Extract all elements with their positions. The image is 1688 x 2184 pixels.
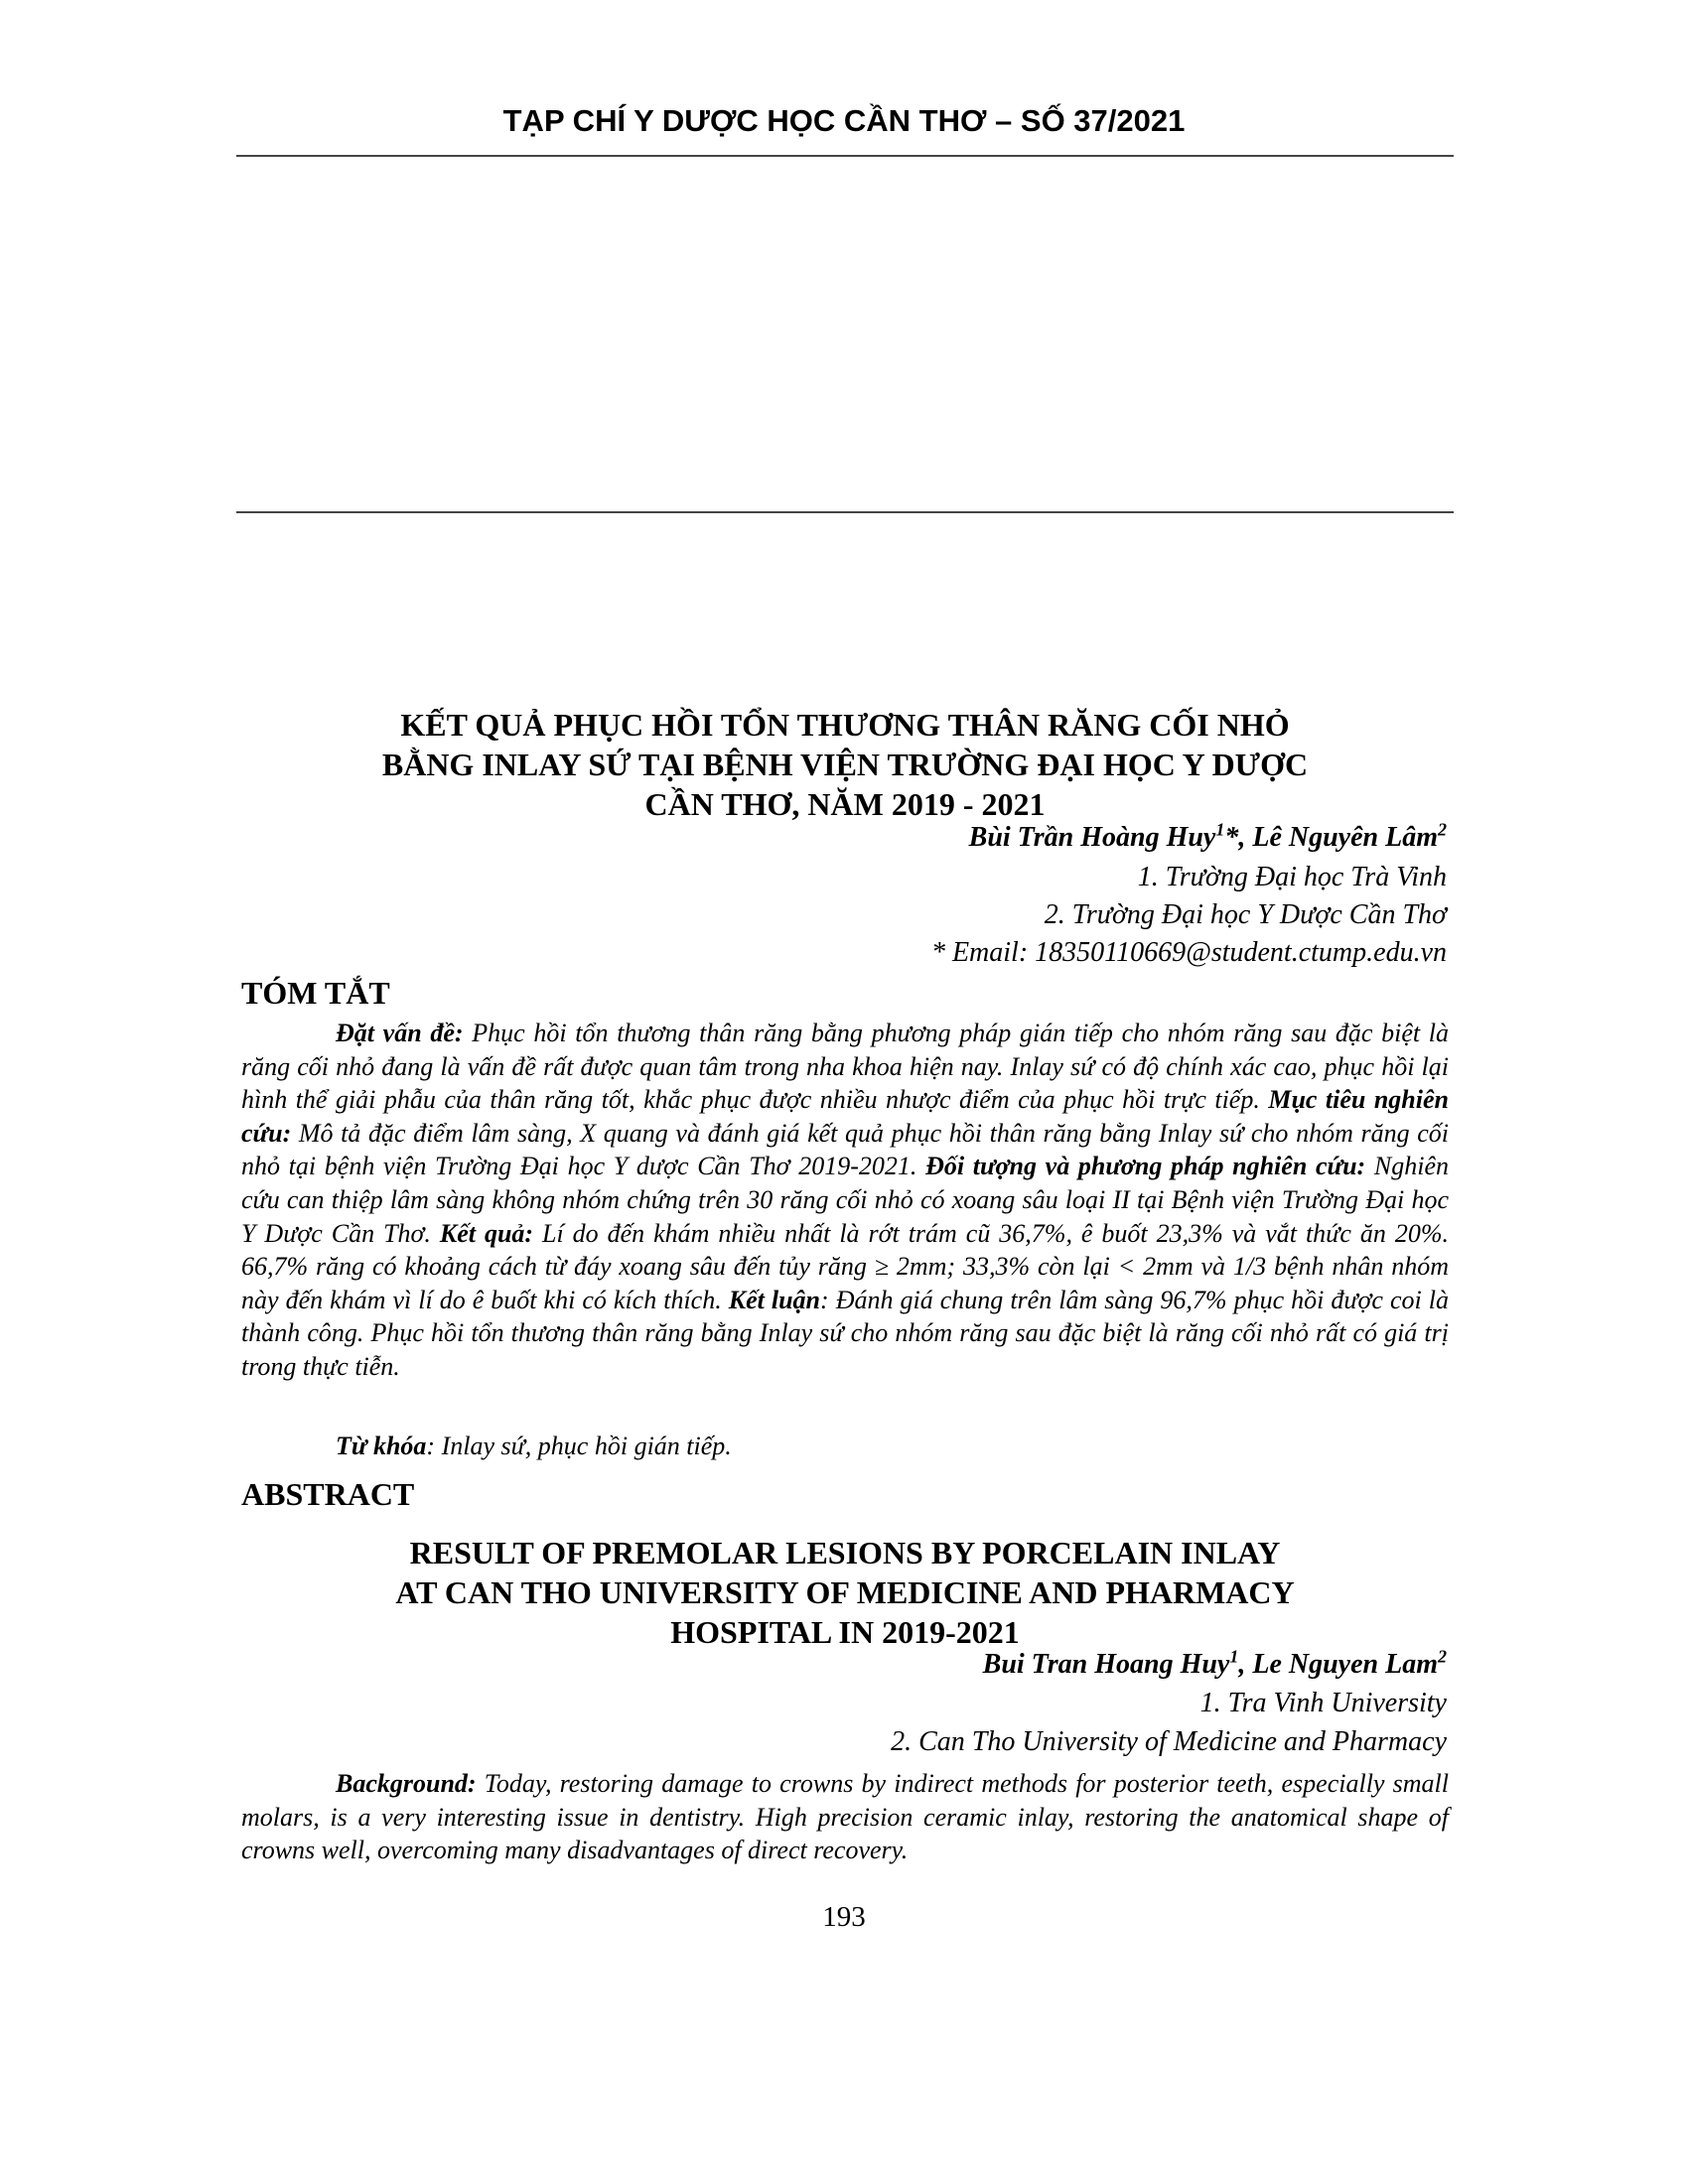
author-separator: *, [1224,822,1253,853]
english-title [236,1533,1454,1652]
keywords [241,1430,1449,1463]
vietnamese-abstract-body [241,1017,1449,1384]
abstract-label: Kết luận [728,1285,821,1314]
section-divider [236,511,1454,513]
author-affiliation-mark: 2 [1438,1646,1447,1667]
affiliation-line: 1. Tra Vinh University [1199,1688,1447,1718]
author-name: Bui Tran Hoang Huy [982,1649,1230,1680]
abstract-text: Phục hồi tổn thương thân răng bằng phương pháp gián tiếp cho nhóm răng sau đặc biệt là răng cối nhỏ đang là vấn đề rất được quan tâm trong nha khoa hiện nay. Inlay sứ có độ chính xác cao, phục hồi lại hình thể giải phẫu của thân răng tốt, khắc phục được nhiều nhược điểm của phục hồi trực tiếp. [241,1019,1450,1115]
abstract-text: Mô tả đặc điểm lâm sàng, X quang và đánh giá kết quả phục hồi thân răng bằng Inlay sứ cho nhóm răng cối nhỏ tại bệnh viện Trường Đại học Y dược Cần Thơ 2019-2021. [241,1118,1449,1181]
summary-heading: TÓM TẮT [241,975,390,1011]
page-number: 193 [822,1901,866,1933]
abstract-text: Today, restoring damage to crowns by indirect methods for posterior teeth, especially small molars, is a very interesting issue in dentistry. High precision ceramic inlay, restoring the anatomical shape of crowns well, overcoming many disadvantages of direct recovery. [241,1769,1449,1865]
journal-header: TẠP CHÍ Y DƯỢC HỌC CẦN THƠ – SỐ 37/2021 [502,103,1186,138]
title-line: RESULT OF PREMOLAR LESIONS BY PORCELAIN INLAY [409,1535,1281,1570]
english-abstract-body [241,1767,1449,1867]
corresponding-email: * Email: 18350110669@student.ctump.edu.vn [930,937,1447,968]
affiliation-line: 2. Trường Đại học Y Dược Cần Thơ [1044,899,1447,930]
header-divider [236,155,1454,157]
title-line: BẰNG INLAY SỨ TẠI BỆNH VIỆN TRƯỜNG ĐẠI HỌC Y DƯỢC [381,747,1309,782]
english-authors [983,1647,1447,1683]
abstract-text: Lí do đến khám nhiều nhất là rớt trám cũ 36,7%, ê buốt 23,3% và vắt thức ăn 20%. 66,7% răng có khoảng cách từ đáy xoang sâu đến tủy răng ≥ 2mm; 33,3% còn lại < 2mm và 1/3 bệnh nhân nhóm này đến khám vì lí do ê buốt khi có kích thích. [241,1218,1449,1314]
abstract-text: Nghiên cứu can thiệp lâm sàng không nhóm chứng trên 30 răng cối nhỏ có xoang sâu loại II tại Bệnh viện Trường Đại học Y Dược Cần Thơ. [241,1152,1449,1248]
keywords-label: Từ khóa [336,1432,427,1460]
title-line: AT CAN THO UNIVERSITY OF MEDICINE AND PHARMACY [395,1574,1295,1610]
author-affiliation-mark: 2 [1438,819,1447,840]
abstract-label: Mục tiêu nghiên cứu: [241,1085,1449,1148]
abstract-label: Kết quả: [439,1218,534,1248]
abstract-label: Đặt vấn đề: [336,1019,464,1047]
author-name: Le Nguyen Lam [1252,1649,1438,1680]
abstract-heading: ABSTRACT [241,1476,415,1512]
keywords-text: : Inlay sứ, phục hồi gián tiếp. [426,1432,732,1460]
author-affiliation-mark: 1 [1215,819,1225,840]
abstract-label: Đối tượng và phương pháp nghiên cứu: [925,1152,1366,1181]
abstract-label: Background: [336,1769,477,1798]
affiliation-line: 2. Can Tho University of Medicine and Pharmacy [891,1726,1447,1757]
vietnamese-title [236,705,1454,824]
title-line: KẾT QUẢ PHỤC HỒI TỔN THƯƠNG THÂN RĂNG CỐI NHỎ [400,707,1290,743]
author-affiliation-mark: 1 [1229,1646,1239,1667]
author-name: Bùi Trần Hoàng Huy [968,822,1216,853]
title-line: CẦN THƠ, NĂM 2019 - 2021 [644,786,1046,822]
title-line: HOSPITAL IN 2019-2021 [670,1614,1020,1650]
abstract-text: : Đánh giá chung trên lâm sàng 96,7% phục hồi được coi là thành công. Phục hồi tổn thương thân răng bằng Inlay sứ cho nhóm răng sau đặc biệt là răng cối nhỏ rất có giá trị trong thực tiễn. [241,1285,1450,1381]
author-separator: , [1238,1649,1253,1680]
vietnamese-authors [969,820,1447,856]
affiliation-line: 1. Trường Đại học Trà Vinh [1137,862,1447,892]
author-name: Lê Nguyên Lâm [1252,822,1438,853]
